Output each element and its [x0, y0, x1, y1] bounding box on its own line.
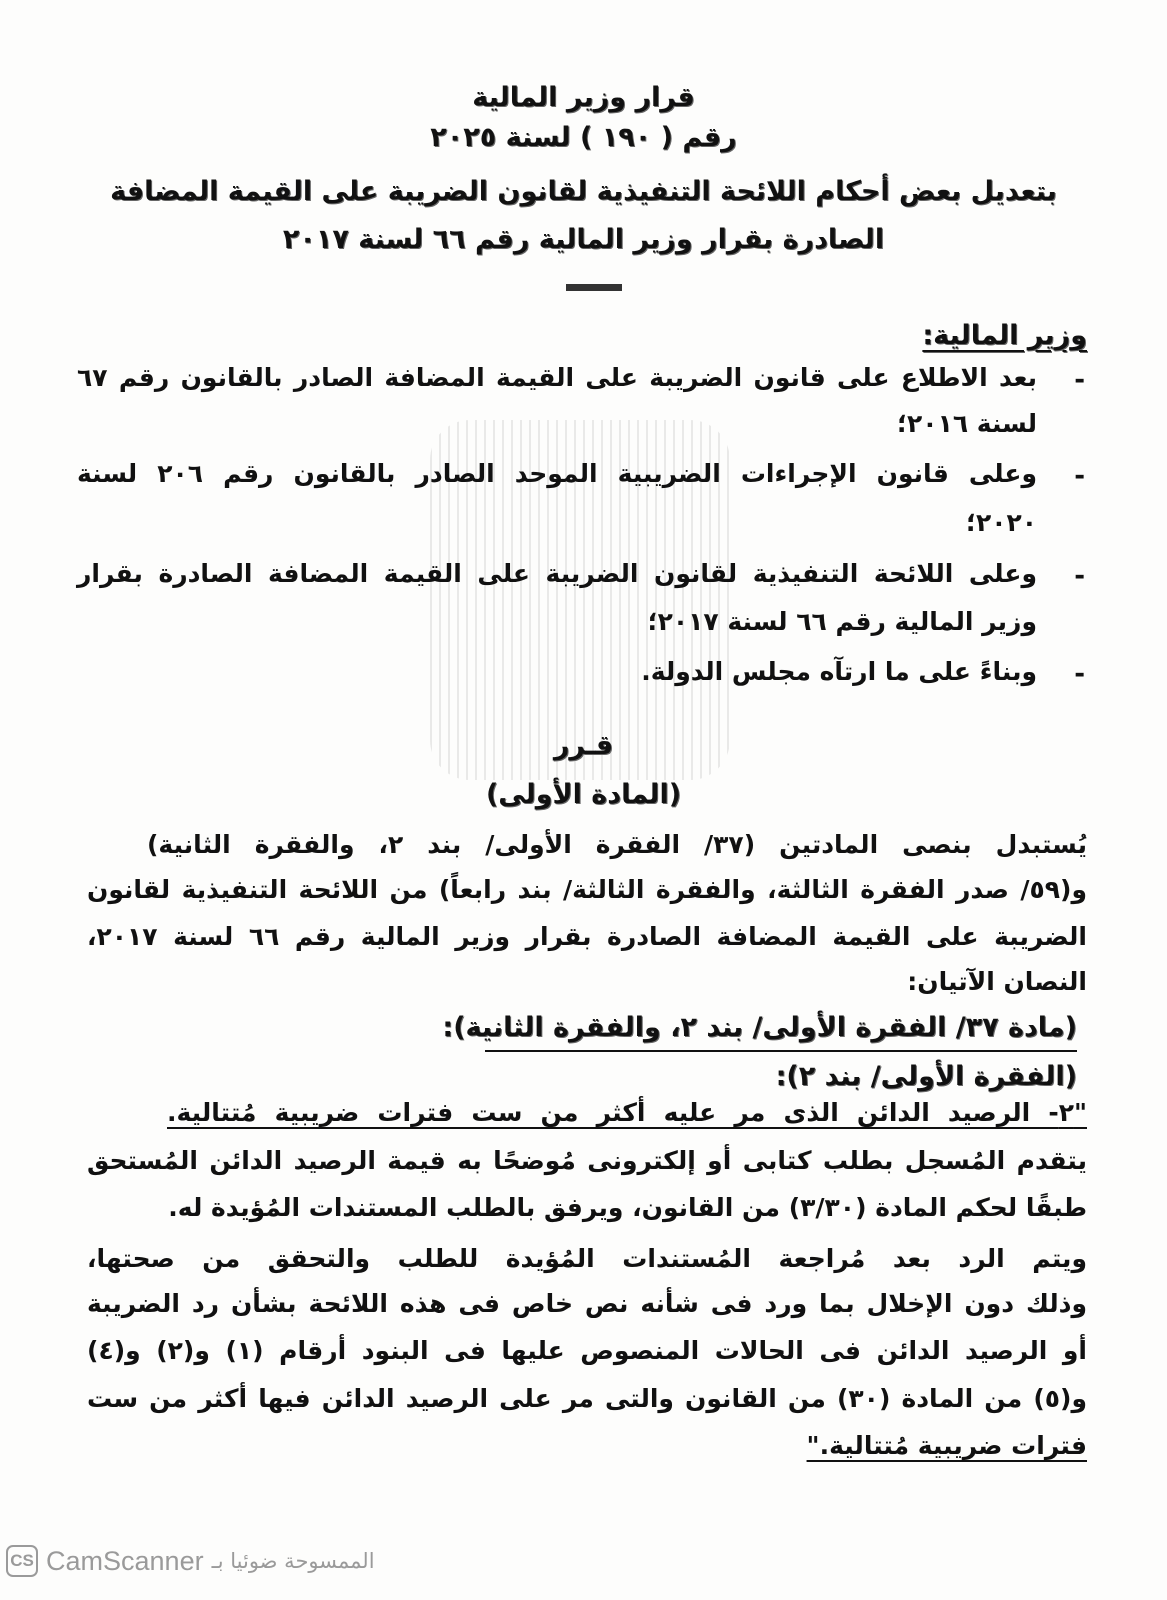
- quote-line-8: فترات ضريبية مُتتالية.": [806, 1431, 1087, 1460]
- preamble-item-3-line1: وعلى اللائحة التنفيذية لقانون الضريبة على القيمة المضافة الصادرة بقرار: [77, 559, 1037, 588]
- article-line-4: النصان الآتيان:: [907, 967, 1087, 996]
- camscanner-watermark: [6, 1541, 375, 1581]
- article-line-2: و(٥٩/ صدر الفقرة الثالثة، والفقرة الثالثة/ بند رابعاً) من اللائحة التنفيذية لقانون: [87, 875, 1087, 904]
- subsection-heading: (الفقرة الأولى/ بند ٢):: [775, 1061, 1077, 1092]
- bullet: -: [1074, 561, 1085, 591]
- quote-line-1: "٢- الرصيد الدائن الذى مر عليه أكثر من ست فترات ضريبية مُتتالية.: [167, 1098, 1087, 1127]
- quote-line-6: أو الرصيد الدائن فى الحالات المنصوص عليها فى البنود أرقام (١) و(٢) و(٤): [87, 1336, 1087, 1365]
- preamble-item-1-line2: لسنة ٢٠١٦؛: [897, 409, 1037, 438]
- quote-line-3: طبقًا لحكم المادة (٣/٣٠) من القانون، ويرفق بالطلب المستندات المُؤيدة له.: [168, 1193, 1087, 1222]
- quote-line-4: ويتم الرد بعد مُراجعة المُستندات المُؤيدة للطلب والتحقق من صحتها،: [87, 1244, 1087, 1273]
- separator: [566, 284, 622, 291]
- scanned-with-label: الممسوحة ضوئيا بـ: [211, 1549, 375, 1573]
- preamble-item-1-line1: بعد الاطلاع على قانون الضريبة على القيمة المضافة الصادر بالقانون رقم ٦٧: [77, 363, 1037, 392]
- decree-number: رقم ( ١٩٠ ) لسنة ٢٠٢٥: [430, 122, 737, 153]
- decree-subject-line2: الصادرة بقرار وزير المالية رقم ٦٦ لسنة ٢٠١٧: [282, 224, 885, 255]
- decree-title: قرار وزير المالية: [472, 82, 695, 113]
- decision-heading: قـرر: [553, 730, 614, 761]
- quote-line-7: و(٥) من المادة (٣٠) من القانون والتى مر على الرصيد الدائن فيها أكثر من ست: [87, 1384, 1088, 1413]
- article-line-1: يُستبدل بنصى المادتين (٣٧/ الفقرة الأولى/ بند ٢، والفقرة الثانية): [147, 830, 1087, 859]
- preamble-item-2-line2: ٢٠٢٠؛: [965, 508, 1037, 537]
- section-heading: (مادة ٣٧/ الفقرة الأولى/ بند ٢، والفقرة الثانية):: [442, 1012, 1077, 1043]
- bullet: -: [1074, 461, 1085, 491]
- bullet: -: [1074, 659, 1085, 689]
- quote-line-5: وذلك دون الإخلال بما ورد فى شأنه نص خاص فى هذه اللائحة بشأن رد الضريبة: [87, 1289, 1087, 1318]
- addressee: وزير المالية:: [922, 320, 1087, 351]
- preamble-item-3-line2: وزير المالية رقم ٦٦ لسنة ٢٠١٧؛: [647, 607, 1037, 636]
- quote-line-2: يتقدم المُسجل بطلب كتابى أو إلكترونى مُوضحًا به قيمة الرصيد الدائن المُستحق: [87, 1146, 1087, 1175]
- camscanner-brand: CamScanner: [46, 1545, 204, 1576]
- decree-subject-line1: بتعديل بعض أحكام اللائحة التنفيذية لقانون الضريبة على القيمة المضافة: [110, 176, 1057, 207]
- article-title: (المادة الأولى): [485, 779, 682, 810]
- preamble-item-2-line1: وعلى قانون الإجراءات الضريبية الموحد الصادر بالقانون رقم ٢٠٦ لسنة: [77, 459, 1037, 488]
- section-rule: [485, 1050, 1077, 1052]
- article-line-3: الضريبة على القيمة المضافة الصادرة بقرار وزير المالية رقم ٦٦ لسنة ٢٠١٧،: [87, 922, 1087, 951]
- camscanner-logo-icon: CS: [6, 1545, 38, 1577]
- preamble-item-4: وبناءً على ما ارتآه مجلس الدولة.: [641, 657, 1037, 686]
- bullet: -: [1074, 365, 1085, 395]
